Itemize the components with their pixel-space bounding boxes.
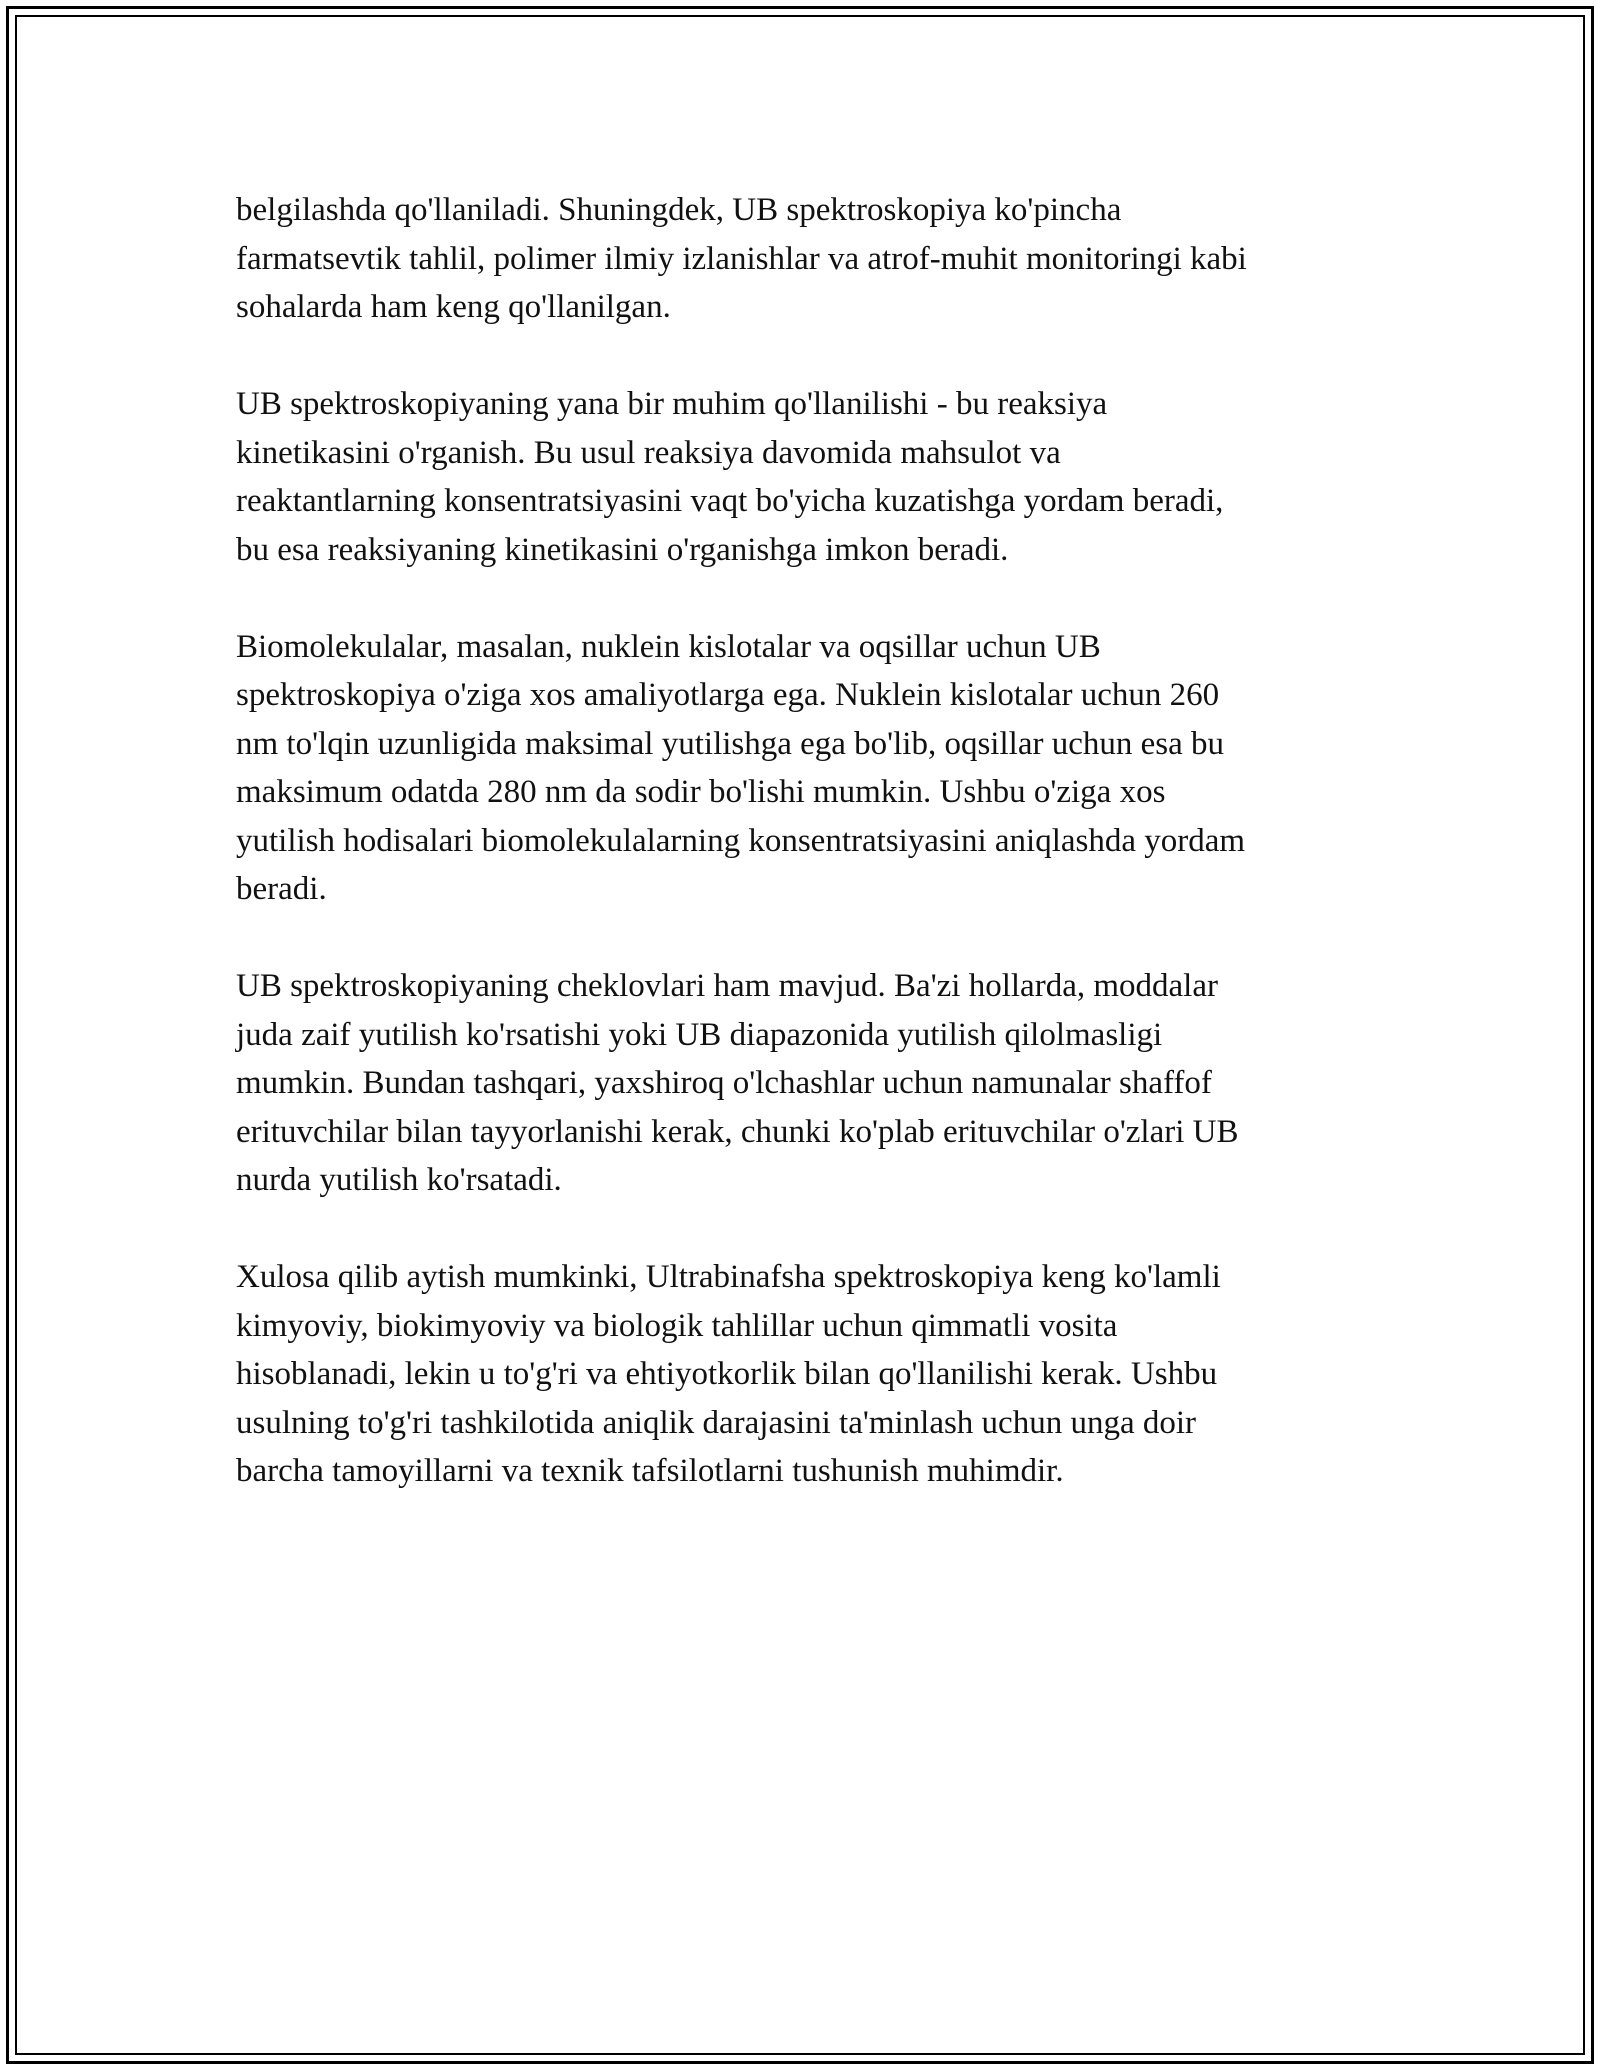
text-line: kimyoviy, biokimyoviy va biologik tahlillar uchun qimmatli vosita	[236, 1307, 1118, 1344]
paragraph-4	[236, 962, 1366, 1205]
text-line: beradi.	[236, 871, 327, 907]
text-line: juda zaif yutilish ko'rsatishi yoki UB diapazonida yutilish qilolmasligi	[236, 1016, 1163, 1053]
text-line: Xulosa qilib aytish mumkinki, Ultrabinafsha spektroskopiya keng ko'lamli	[236, 1259, 1221, 1295]
document-body	[236, 186, 1366, 1544]
text-line: UB spektroskopiyaning yana bir muhim qo'llanilishi - bu reaksiya	[236, 386, 1108, 422]
paragraph-3	[236, 623, 1366, 914]
text-line: hisoblanadi, lekin u to'g'ri va ehtiyotkorlik bilan qo'llanilishi kerak. Ushbu	[236, 1356, 1218, 1392]
text-line: farmatsevtik tahlil, polimer ilmiy izlanishlar va atrof-muhit monitoringi kabi	[236, 240, 1247, 277]
paragraph-5	[236, 1253, 1366, 1496]
text-line: Biomolekulalar, masalan, nuklein kislotalar va oqsillar uchun UB	[236, 628, 1101, 665]
text-line: nm to'lqin uzunligida maksimal yutilishga ega bo'lib, oqsillar uchun esa bu	[236, 725, 1224, 762]
text-line: mumkin. Bundan tashqari, yaxshiroq o'lchashlar uchun namunalar shaffof	[236, 1065, 1212, 1101]
text-line: yutilish hodisalari biomolekulalarning konsentratsiyasini aniqlashda yordam	[236, 822, 1246, 859]
text-line: bu esa reaksiyaning kinetikasini o'rganishga imkon beradi.	[236, 531, 1009, 568]
text-line: belgilashda qo'llaniladi. Shuningdek, UB spektroskopiya ko'pincha	[236, 192, 1122, 228]
text-line: usulning to'g'ri tashkilotida aniqlik darajasini ta'minlash uchun unga doir	[236, 1404, 1197, 1441]
text-line: sohalarda ham keng qo'llanilgan.	[236, 289, 671, 325]
text-line: kinetikasini o'rganish. Bu usul reaksiya davomida mahsulot va	[236, 434, 1061, 471]
text-line: barcha tamoyillarni va texnik tafsilotlarni tushunish muhimdir.	[236, 1453, 1064, 1489]
text-line: spektroskopiya o'ziga xos amaliyotlarga ega. Nuklein kislotalar uchun 260	[236, 677, 1220, 713]
paragraph-1	[236, 186, 1366, 332]
text-line: maksimum odatda 280 nm da sodir bo'lishi mumkin. Ushbu o'ziga xos	[236, 774, 1166, 810]
text-line: erituvchilar bilan tayyorlanishi kerak, chunki ko'plab erituvchilar o'zlari UB	[236, 1113, 1239, 1150]
text-line: UB spektroskopiyaning cheklovlari ham mavjud. Ba'zi hollarda, moddalar	[236, 968, 1218, 1004]
text-line: nurda yutilish ko'rsatadi.	[236, 1162, 562, 1198]
paragraph-2	[236, 380, 1366, 574]
text-line: reaktantlarning konsentratsiyasini vaqt bo'yicha kuzatishga yordam beradi,	[236, 483, 1224, 519]
